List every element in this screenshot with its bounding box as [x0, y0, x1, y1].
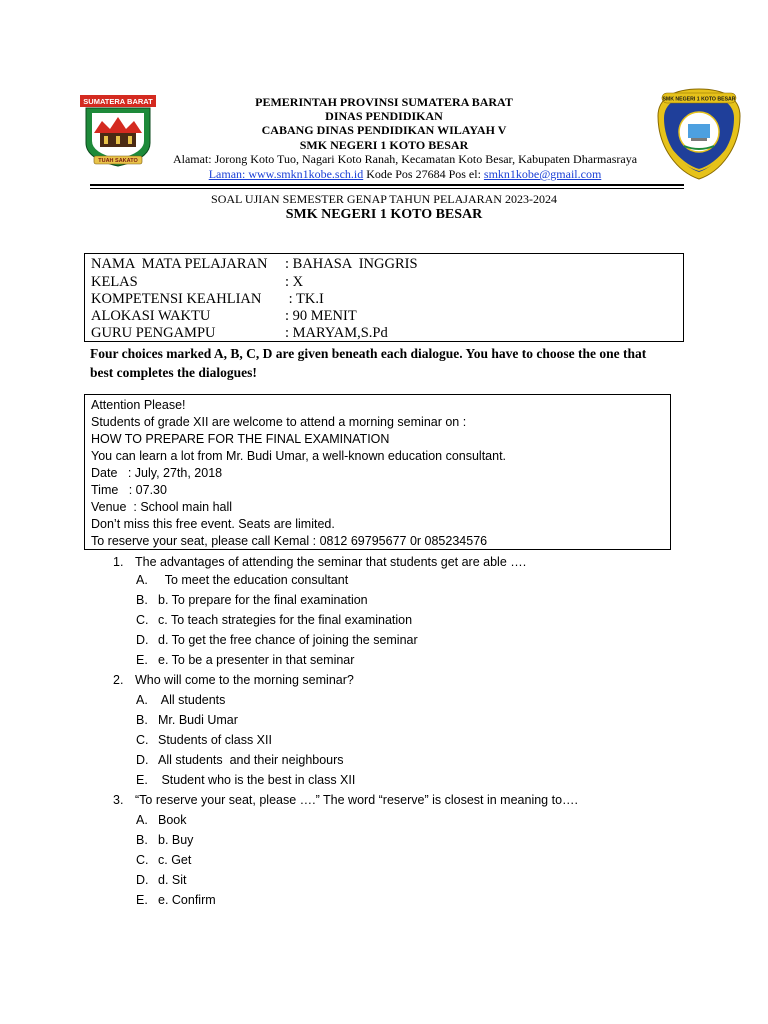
option-letter: D. [136, 873, 149, 887]
info-value: : BAHASA INGGRIS [285, 256, 418, 272]
option-letter: C. [136, 613, 149, 627]
contact-line [145, 167, 665, 182]
announcement-line: Time : 07.30 [91, 483, 167, 497]
announcement-line: Date : July, 27th, 2018 [91, 466, 223, 480]
letterhead-line-1: PEMERINTAH PROVINSI SUMATERA BARAT [255, 95, 513, 109]
question-number: 3. [113, 793, 124, 807]
question-number: 2. [113, 673, 124, 687]
announcement-line: To reserve your seat, please call Kemal : 0812 69795677 0r 085234576 [91, 534, 488, 548]
postal-text: Kode Pos 27684 Pos el: [363, 167, 484, 181]
left-logo-label: SUMATERA BARAT [83, 97, 153, 106]
announcement-line: Don’t miss this free event. Seats are limited. [91, 517, 335, 531]
announcement-line: Students of grade XII are welcome to attend a morning seminar on : [91, 415, 467, 429]
letterhead-line-2: DINAS PENDIDIKAN [325, 109, 443, 123]
info-row [91, 273, 303, 291]
info-key: KOMPETENSI KEAHLIAN [91, 291, 262, 307]
option-letter: B. [136, 713, 148, 727]
option-letter: C. [136, 733, 149, 747]
option-text: Student who is the best in class XII [158, 773, 356, 787]
announcement-line: Venue : School main hall [91, 500, 233, 514]
question-text: “To reserve your seat, please ….” The word “reserve” is closest in meaning to…. [135, 793, 578, 807]
letterhead-rule [90, 184, 684, 186]
info-row [91, 307, 357, 325]
option-text: Mr. Budi Umar [158, 713, 238, 727]
info-row [91, 290, 324, 308]
announcement-line: You can learn a lot from Mr. Budi Umar, a well-known education consultant. [91, 449, 507, 463]
info-value: : X [285, 274, 304, 290]
option-letter: E. [136, 773, 148, 787]
info-value: : TK.I [285, 291, 324, 307]
letterhead-line-3: CABANG DINAS PENDIDIKAN WILAYAH V [261, 123, 507, 137]
option-text: Book [158, 813, 187, 827]
option-letter: A. [136, 693, 148, 707]
instruction-line: Four choices marked A, B, C, D are given beneath each dialogue. You have to choose the one that [90, 346, 647, 361]
option-text: b. Buy [158, 833, 194, 847]
website-link[interactable]: Laman: www.smkn1kobe.sch.id [208, 167, 364, 181]
instructions [90, 344, 690, 382]
option-letter: A. [136, 573, 148, 587]
option-letter: D. [136, 753, 149, 767]
option-text: Students of class XII [158, 733, 272, 747]
option-letter: E. [136, 893, 148, 907]
exam-title: SOAL UJIAN SEMESTER GENAP TAHUN PELAJARAN 2023-2024 [211, 192, 557, 206]
info-value: : 90 MENIT [285, 308, 357, 324]
option-letter: E. [136, 653, 148, 667]
info-row [91, 255, 418, 273]
instruction-line: best completes the dialogues! [90, 365, 257, 380]
option-text: e. Confirm [158, 893, 216, 907]
option-text: c. Get [158, 853, 192, 867]
email-link[interactable]: smkn1kobe@gmail.com [483, 167, 602, 181]
question-text: The advantages of attending the seminar that students get are able …. [135, 555, 527, 569]
option-text: c. To teach strategies for the final examination [158, 613, 413, 627]
option-text: d. Sit [158, 873, 187, 887]
info-key: KELAS [91, 274, 138, 290]
option-text: e. To be a presenter in that seminar [158, 653, 355, 667]
address: Alamat: Jorong Koto Tuo, Nagari Koto Ranah, Kecamatan Koto Besar, Kabupaten Dharmasraya [172, 152, 638, 166]
right-logo-label: SMK NEGERI 1 KOTO BESAR [662, 96, 736, 103]
letterhead-line-4: SMK NEGERI 1 KOTO BESAR [299, 138, 469, 152]
exam-info-box [84, 253, 684, 342]
letterhead-rule-thin [90, 188, 684, 189]
school-title: SMK NEGERI 1 KOTO BESAR [285, 207, 483, 222]
info-row [91, 324, 388, 342]
option-text: b. To prepare for the final examination [158, 593, 368, 607]
option-text: All students and their neighbours [158, 753, 344, 767]
option-letter: B. [136, 593, 148, 607]
option-letter: D. [136, 633, 149, 647]
option-text: All students [158, 693, 226, 707]
announcement-line: HOW TO PREPARE FOR THE FINAL EXAMINATION [91, 432, 390, 446]
option-text: d. To get the free chance of joining the seminar [158, 633, 418, 647]
left-logo-ribbon: TUAH SAKATO [98, 158, 138, 164]
option-letter: C. [136, 853, 149, 867]
question-number: 1. [113, 555, 124, 569]
info-value: : MARYAM,S.Pd [285, 325, 388, 341]
info-key: GURU PENGAMPU [91, 325, 216, 341]
option-text: To meet the education consultant [158, 573, 349, 587]
announcement-line: Attention Please! [91, 398, 186, 412]
option-letter: B. [136, 833, 148, 847]
question-text: Who will come to the morning seminar? [135, 673, 354, 687]
announcement-box [84, 394, 671, 550]
option-letter: A. [136, 813, 148, 827]
info-key: NAMA MATA PELAJARAN [91, 256, 268, 272]
info-key: ALOKASI WAKTU [91, 308, 211, 324]
